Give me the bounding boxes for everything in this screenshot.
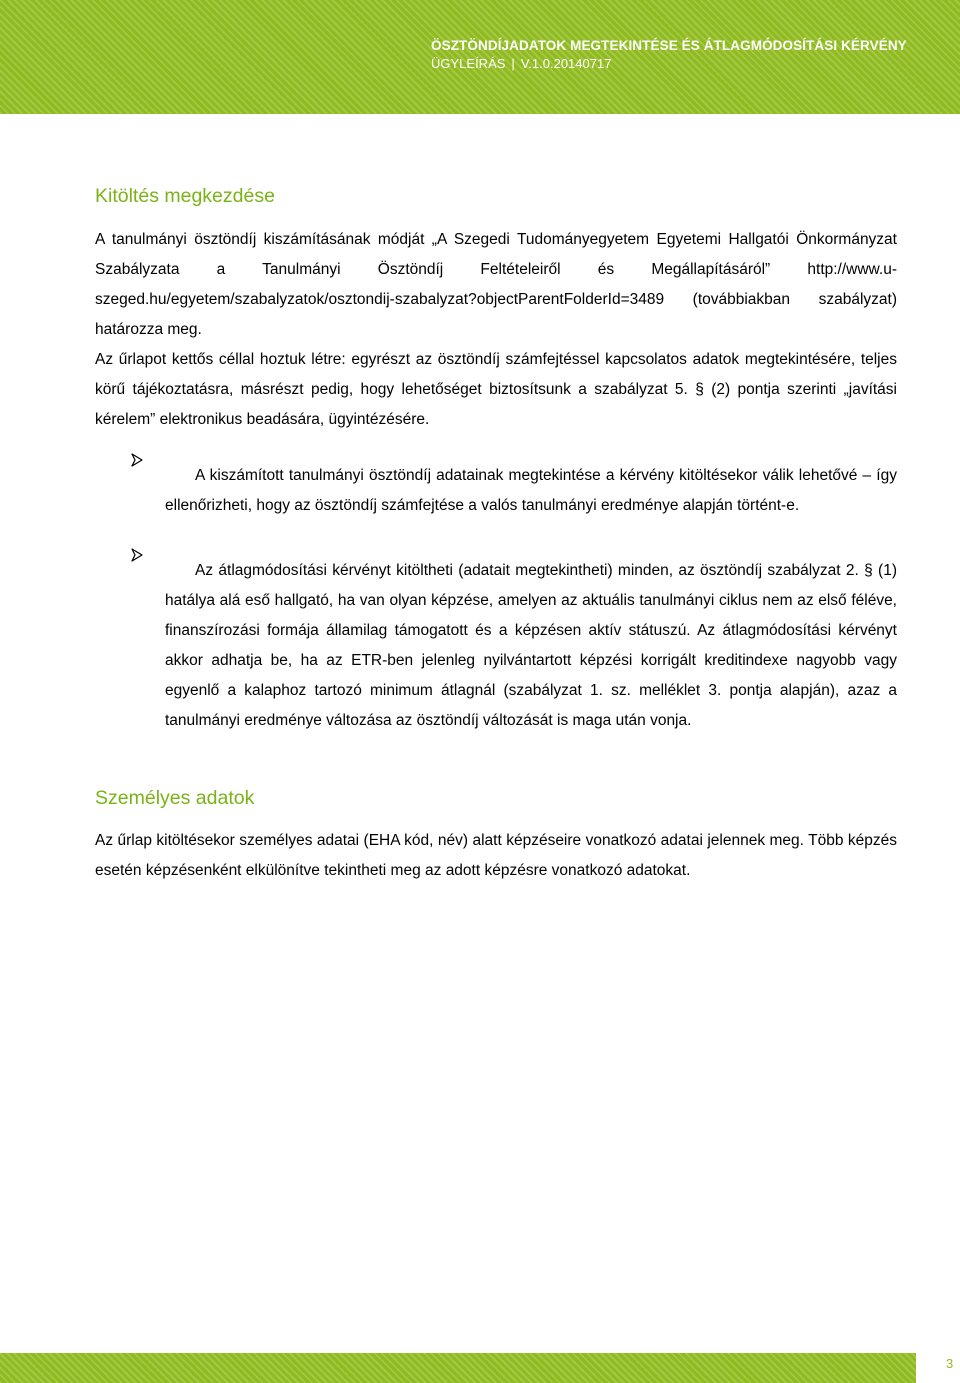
separator: | bbox=[511, 56, 515, 71]
doc-type: ÜGYLEÍRÁS bbox=[431, 56, 506, 71]
paragraph-text: Az űrlap kitöltésekor személyes adatai (EHA kód, név) alatt képzéseire vonatkozó adatai jelennek meg. Több képzés esetén képzésenként elkülönítve tekintheti meg az adott képzésre vonatkozó adatokat. bbox=[95, 832, 897, 879]
list-item bbox=[130, 445, 897, 536]
document-title: ÖSZTÖNDÍJADATOK MEGTEKINTÉSE ÉS ÁTLAGMÓDOSÍTÁSI KÉRVÉNY bbox=[431, 38, 907, 53]
paragraph-intro bbox=[95, 225, 897, 345]
paragraph-personal-data bbox=[95, 826, 897, 886]
document-subtitle bbox=[431, 56, 611, 71]
arrowhead-bullet-icon bbox=[130, 453, 144, 467]
section-heading-kitoltes: Kitöltés megkezdése bbox=[95, 185, 275, 207]
page-number: 3 bbox=[946, 1356, 954, 1371]
paragraph-text: A tanulmányi ösztöndíj kiszámításának módját „A Szegedi Tudományegyetem Egyetemi Hallgatói Önkormányzat Szabályzata a Tanulmányi Ösztöndíj Feltételeiről és Megállapításáról” http://www.u-szeged.hu/egyetem/szabalyzatok/osztondij-szabalyzat?objectParentFolderId=3489 (továbbiakban szabályzat) határozza meg. bbox=[95, 231, 897, 338]
list-item-text: Az átlagmódosítási kérvényt kitöltheti (adatait megtekintheti) minden, az ösztöndíj szabályzat 2. § (1) hatálya alá eső hallgató, ha van olyan képzése, amelyen az aktuális tanulmányi ciklus nem az első féléve, finanszírozási formája államilag támogatott és a képzésen aktív státuszú. Az átlagmódosítási kérvényt akkor adhatja be, ha az ETR-ben jelenleg nyilvántartott képzési korrigált kreditindexe nagyobb vagy egyenlő a kalaphoz tartozó minimum átlagnál (szabályzat 1. sz. melléklet 3. pontja alapján), azaz a tanulmányi eredménye változása az ösztöndíj változását is maga után vonja. bbox=[165, 561, 897, 729]
paragraph-purpose bbox=[95, 345, 897, 435]
paragraph-text: Az űrlapot kettős céllal hoztuk létre: egyrészt az ösztöndíj számfejtéssel kapcsolatos adatok megtekintésére, teljes körű tájékoztatásra, másrészt pedig, hogy lehetőséget biztosítsunk a szabályzat 5. § (2) pontja szerinti „javítási kérelem” elektronikus beadására, ügyintézésére. bbox=[95, 351, 897, 428]
header-banner bbox=[0, 0, 960, 114]
version: V.1.0.20140717 bbox=[520, 56, 612, 71]
arrowhead-bullet-icon bbox=[130, 548, 144, 562]
list-item bbox=[130, 540, 897, 751]
list-item-text: A kiszámított tanulmányi ösztöndíj adatainak megtekintése a kérvény kitöltésekor válik lehetővé – így ellenőrizheti, hogy az ösztöndíj számfejtése a valós tanulmányi eredménye alapján történt-e. bbox=[165, 466, 897, 514]
section-heading-szemelyes-adatok: Személyes adatok bbox=[95, 787, 255, 809]
footer-bar bbox=[0, 1353, 916, 1383]
